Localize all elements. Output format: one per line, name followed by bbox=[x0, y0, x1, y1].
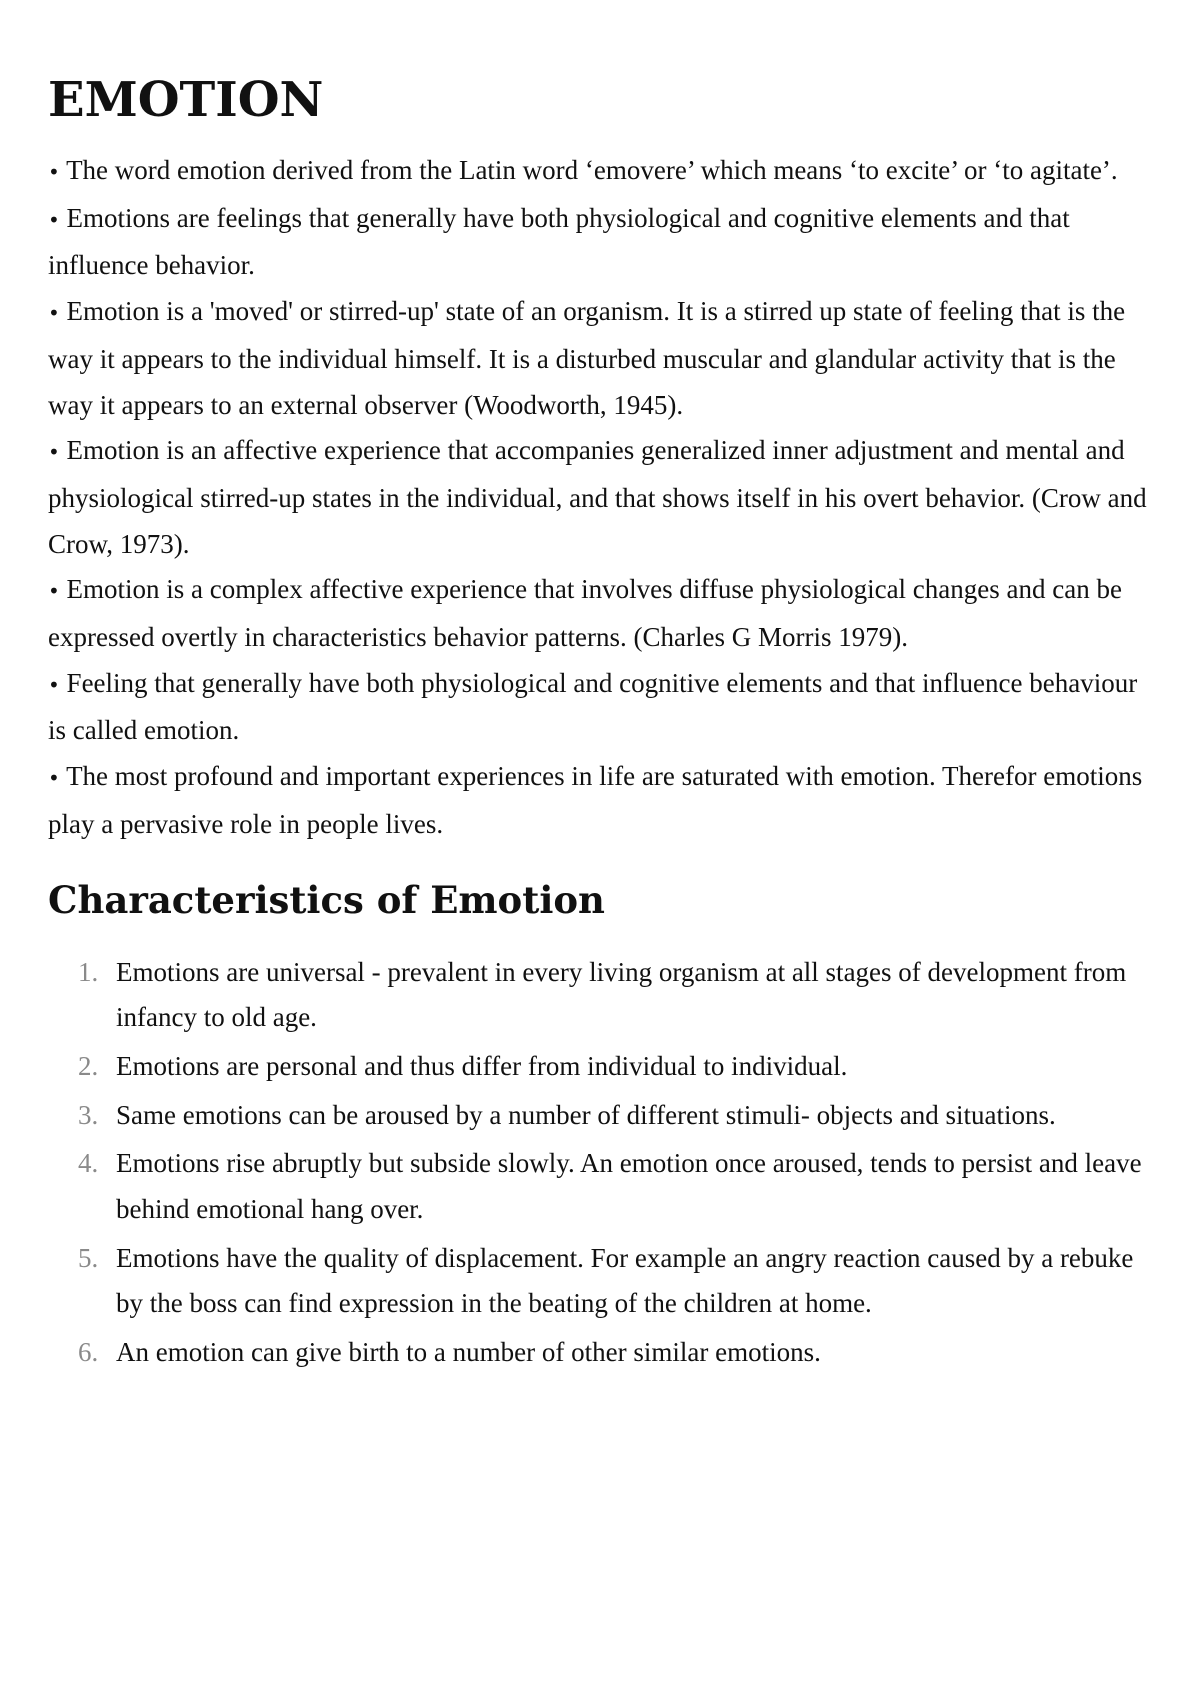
bullet-text: The word emotion derived from the Latin word ‘emovere’ which means ‘to excite’ or ‘to agitate’. bbox=[66, 155, 1118, 185]
bullet-item bbox=[48, 754, 1160, 847]
list-number: 5. bbox=[78, 1242, 99, 1273]
bullet-glyph: • bbox=[48, 672, 60, 697]
bullet-item bbox=[48, 567, 1160, 660]
list-item bbox=[48, 1141, 1160, 1232]
characteristics-list bbox=[48, 950, 1160, 1376]
bullet-item bbox=[48, 428, 1160, 567]
list-text: Emotions are personal and thus differ from individual to individual. bbox=[116, 1050, 848, 1081]
list-number: 4. bbox=[78, 1148, 99, 1179]
list-item bbox=[48, 950, 1160, 1041]
bullet-glyph: • bbox=[48, 766, 60, 791]
section-heading: Characteristics of Emotion bbox=[48, 877, 605, 922]
bullet-glyph: • bbox=[48, 301, 60, 326]
list-text: Same emotions can be aroused by a number of different stimuli- objects and situations. bbox=[116, 1099, 1056, 1130]
bullet-glyph: • bbox=[48, 440, 60, 465]
list-text: Emotions rise abruptly but subside slowly. An emotion once aroused, tends to persist and leave behind emotional hang over. bbox=[116, 1148, 1142, 1225]
definition-bullets bbox=[48, 148, 1160, 848]
list-item bbox=[48, 1236, 1160, 1327]
list-number: 6. bbox=[78, 1337, 99, 1368]
bullet-text: Feeling that generally have both physiological and cognitive elements and that influence behaviour is called emotion. bbox=[48, 667, 1138, 746]
bullet-item bbox=[48, 196, 1160, 289]
list-text: Emotions are universal - prevalent in every living organism at all stages of development from infancy to old age. bbox=[116, 956, 1127, 1033]
bullet-text: The most profound and important experiences in life are saturated with emotion. Therefor emotions play a pervasive role in people lives. bbox=[48, 761, 1143, 839]
list-item bbox=[48, 1093, 1160, 1139]
bullet-text: Emotion is an affective experience that accompanies generalized inner adjustment and mental and physiological stirred-up states in the individual, and that shows itself in his overt behavior. (Crow and Crow, 1973). bbox=[48, 435, 1147, 559]
bullet-text: Emotion is a complex affective experience that involves diffuse physiological changes and can be expressed overtly in characteristics behavior patterns. (Charles G Morris 1979). bbox=[48, 574, 1122, 653]
list-item bbox=[48, 1044, 1160, 1090]
bullet-glyph: • bbox=[48, 579, 60, 604]
bullet-item bbox=[48, 148, 1160, 196]
bullet-glyph: • bbox=[48, 207, 60, 232]
page-title: EMOTION bbox=[48, 72, 324, 128]
bullet-text: Emotions are feelings that generally have both physiological and cognitive elements and that influence behavior. bbox=[48, 202, 1070, 281]
bullet-text: Emotion is a 'moved' or stirred-up' state of an organism. It is a stirred up state of feeling that is the way it appears to the individual himself. It is a disturbed muscular and glandular activity that is the way it appears to an external observer (Woodworth, 1945). bbox=[48, 296, 1126, 420]
bullet-item bbox=[48, 289, 1160, 428]
document-page bbox=[48, 70, 1160, 1379]
list-text: Emotions have the quality of displacement. For example an angry reaction caused by a rebuke by the boss can find expression in the beating of the children at home. bbox=[116, 1242, 1134, 1319]
list-item bbox=[48, 1330, 1160, 1376]
list-text: An emotion can give birth to a number of other similar emotions. bbox=[116, 1337, 821, 1368]
bullet-item bbox=[48, 661, 1160, 754]
list-number: 1. bbox=[78, 956, 99, 987]
bullet-glyph: • bbox=[48, 160, 60, 184]
list-number: 3. bbox=[78, 1099, 99, 1130]
list-number: 2. bbox=[78, 1050, 99, 1081]
